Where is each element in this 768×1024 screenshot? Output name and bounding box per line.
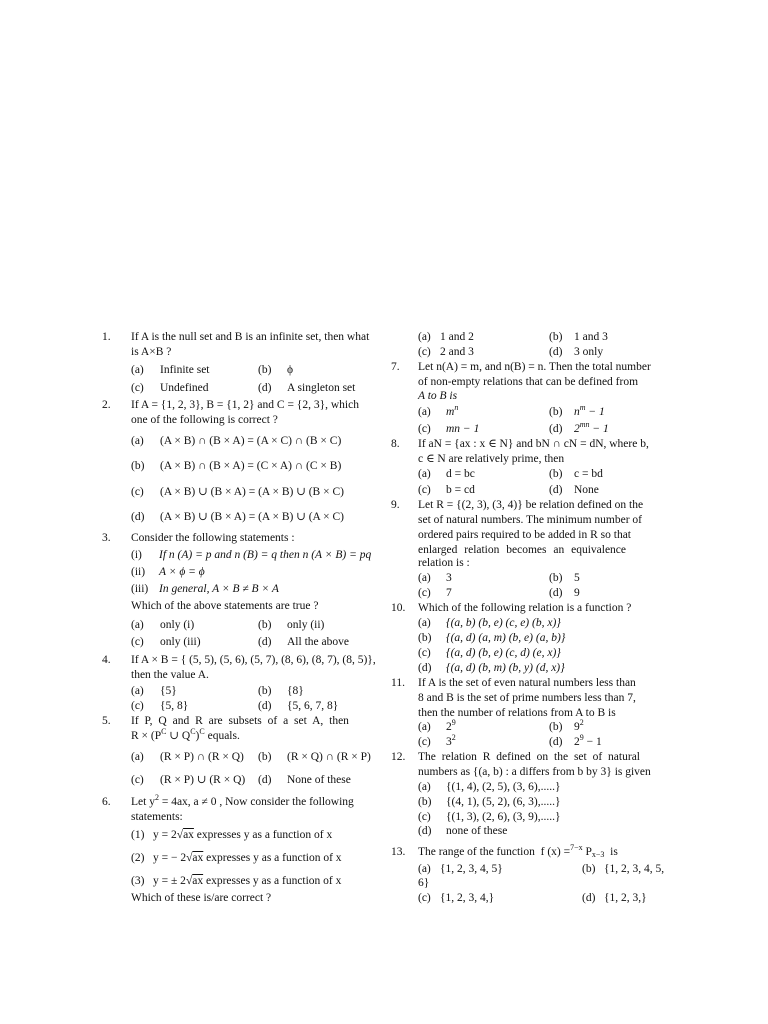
- q7-option-b: $n^m - 1$: [574, 403, 605, 418]
- q6-statement-2: y = − 2√ax expresses y as a function of x: [153, 852, 342, 864]
- q4-stem-line2: then the value A.: [131, 669, 209, 681]
- q6-option-d-label: (d): [549, 346, 563, 358]
- q2-option-c: (A × B) ∪ (B × A) = (A × B) ∪ (B × C): [160, 486, 344, 498]
- q7-option-a-label: (a): [418, 406, 431, 418]
- q3-number: 3.: [102, 532, 111, 544]
- q10-number: 10.: [391, 602, 406, 614]
- q11-option-c: $3^2$: [446, 733, 456, 748]
- q1-option-d-label: (d): [258, 382, 272, 394]
- q3-option-b-label: (b): [258, 619, 272, 631]
- q11-option-c-label: (c): [418, 736, 431, 748]
- q6-statement-2-label: (2): [131, 852, 145, 864]
- q12-option-c-label: (c): [418, 811, 431, 823]
- q10-option-b: {(a, d) (a, m) (b, e) (a, b)}: [446, 632, 566, 644]
- q12-number: 12.: [391, 751, 406, 763]
- q2-option-d: (A × B) ∪ (B × A) = (A × B) ∪ (A × C): [160, 511, 344, 523]
- q6-statement-3: y = ± 2√ax expresses y as a function of x: [153, 875, 342, 887]
- q3-statement-1-label: (i): [131, 549, 142, 561]
- q13-option-a-label: (a): [418, 863, 431, 875]
- q3-question: Which of the above statements are true ?: [131, 600, 319, 612]
- q12-option-b: {(4, 1), (5, 2), (6, 3),.....}: [446, 796, 561, 808]
- q2-option-b-label: (b): [131, 460, 145, 472]
- q6-statement-1-label: (1): [131, 829, 145, 841]
- q3-stem: Consider the following statements :: [131, 532, 295, 544]
- q5-stem-line1: If P, Q and R are subsets of a set A, then: [131, 715, 349, 727]
- q6-option-d: 3 only: [574, 346, 604, 358]
- q13-option-a: {1, 2, 3, 4, 5}: [440, 863, 503, 875]
- q12-option-a: {(1, 4), (2, 5), (3, 6),.....}: [446, 781, 561, 793]
- q13-option-b-label: (b): [582, 863, 596, 875]
- q12-option-d-label: (d): [418, 825, 432, 837]
- q4-option-c: {5, 8}: [160, 700, 189, 712]
- q10-option-c: {(a, d) (b, e) (c, d) (e, x)}: [446, 647, 561, 659]
- q11-option-a: $2^9$: [446, 718, 456, 733]
- q9-option-b-label: (b): [549, 572, 563, 584]
- q7-option-b-label: (b): [549, 406, 563, 418]
- q1-option-a-label: (a): [131, 364, 144, 376]
- q7-stem-line1: Let n(A) = m, and n(B) = n. Then the total number: [418, 361, 651, 373]
- q8-option-b-label: (b): [549, 468, 563, 480]
- q8-number: 8.: [391, 438, 400, 450]
- q8-option-c-label: (c): [418, 484, 431, 496]
- q1-option-d: A singleton set: [287, 382, 356, 394]
- q2-stem-line1: If A = {1, 2, 3}, B = {1, 2} and C = {2, 3}, which: [131, 399, 359, 411]
- q12-option-c: {(1, 3), (2, 6), (3, 9),.....}: [446, 811, 561, 823]
- q6-option-c: 2 and 3: [440, 346, 474, 358]
- q1-option-c-label: (c): [131, 382, 144, 394]
- q9-option-d: 9: [574, 587, 580, 599]
- q9-option-b: 5: [574, 572, 580, 584]
- q8-option-a-label: (a): [418, 468, 431, 480]
- q5-stem-line2: $R \times (P^C$ ∪ $Q^C)^C$ equals.: [131, 727, 240, 742]
- q5-option-c: (R × P) ∪ (R × Q): [160, 774, 246, 786]
- q13-option-b-continued: 6}: [418, 877, 430, 889]
- q10-option-a: {(a, b) (b, e) (c, e) (b, x)}: [446, 617, 561, 629]
- q5-option-c-label: (c): [131, 774, 144, 786]
- q7-number: 7.: [391, 361, 400, 373]
- q9-option-c-label: (c): [418, 587, 431, 599]
- q13-number: 13.: [391, 846, 406, 858]
- sqrt-symbol-icon: √: [176, 829, 184, 841]
- q2-option-a: (A × B) ∩ (B × A) = (A × C) ∩ (B × C): [160, 435, 342, 447]
- q2-option-b: (A × B) ∩ (B × A) = (C × A) ∩ (C × B): [160, 460, 342, 472]
- q10-option-c-label: (c): [418, 647, 431, 659]
- q13-option-c: {1, 2, 3, 4,}: [440, 892, 495, 904]
- q6-option-b: 1 and 3: [574, 331, 608, 343]
- q5-option-d: None of these: [287, 774, 351, 786]
- q4-number: 4.: [102, 654, 111, 666]
- q2-option-a-label: (a): [131, 435, 144, 447]
- q10-option-d: {(a, d) (b, m) (b, y) (d, x)}: [446, 662, 565, 674]
- q4-option-b: {8}: [287, 685, 304, 697]
- q7-option-a: $m^n$: [446, 403, 459, 418]
- q6-stem-line1: Let $y^2 = 4ax$, a ≠ 0 , Now consider the following: [131, 793, 354, 808]
- q11-option-b-label: (b): [549, 721, 563, 733]
- q8-option-d-label: (d): [549, 484, 563, 496]
- q5-option-a-label: (a): [131, 751, 144, 763]
- q12-option-b-label: (b): [418, 796, 432, 808]
- q13-option-d-label: (d): [582, 892, 596, 904]
- q10-option-a-label: (a): [418, 617, 431, 629]
- q10-option-d-label: (d): [418, 662, 432, 674]
- q3-option-c: only (iii): [160, 636, 201, 648]
- q2-stem-line2: one of the following is correct ?: [131, 414, 278, 426]
- q7-option-d-label: (d): [549, 423, 563, 435]
- q4-option-d: {5, 6, 7, 8}: [287, 700, 339, 712]
- q3-statement-3: In general, A × B ≠ B × A: [159, 583, 279, 595]
- q13-option-b: {1, 2, 3, 4, 5,: [604, 863, 665, 875]
- q3-option-a-label: (a): [131, 619, 144, 631]
- q8-stem-line1: If aN = {ax : x ∈ N} and bN ∩ cN = dN, where b,: [418, 438, 649, 450]
- q4-option-d-label: (d): [258, 700, 272, 712]
- q6-option-a-label: (a): [418, 331, 431, 343]
- q6-option-b-label: (b): [549, 331, 563, 343]
- q4-stem-line1: If A × B = { (5, 5), (5, 6), (5, 7), (8, 6), (8, 7), (8, 5)},: [131, 654, 376, 666]
- q7-option-c: mn − 1: [446, 423, 480, 435]
- q8-option-d: None: [574, 484, 599, 496]
- q10-stem: Which of the following relation is a function ?: [418, 602, 632, 614]
- q6-option-a: 1 and 2: [440, 331, 474, 343]
- q3-option-c-label: (c): [131, 636, 144, 648]
- q4-option-a: {5}: [160, 685, 177, 697]
- q5-option-b-label: (b): [258, 751, 272, 763]
- q8-option-a: d = bc: [446, 468, 475, 480]
- q9-stem-line2: set of natural numbers. The minimum number of: [418, 514, 642, 526]
- q2-number: 2.: [102, 399, 111, 411]
- q2-option-c-label: (c): [131, 486, 144, 498]
- q12-stem-line1: The relation R defined on the set of natural: [418, 751, 640, 763]
- q1-option-b: ϕ: [287, 364, 294, 376]
- q12-option-d: none of these: [446, 825, 508, 837]
- q3-statement-2: A × ϕ = ϕ: [159, 566, 205, 578]
- q7-stem-line3: A to B is: [418, 390, 458, 402]
- q11-option-b: $9^2$: [574, 718, 584, 733]
- q13-stem: The range of the function f (x) =$^{7-x}$ $P_{x-3}$ is: [418, 843, 618, 859]
- q11-stem-line2: 8 and B is the set of prime numbers less than 7,: [418, 692, 636, 704]
- q13-option-d: {1, 2, 3,}: [604, 892, 647, 904]
- q3-statement-3-label: (iii): [131, 583, 149, 595]
- q5-option-d-label: (d): [258, 774, 272, 786]
- q11-stem-line1: If A is the set of even natural numbers less than: [418, 677, 636, 689]
- q6-number: 6.: [102, 796, 111, 808]
- q6-option-c-label: (c): [418, 346, 431, 358]
- q3-option-a: only (i): [160, 619, 195, 631]
- q9-number: 9.: [391, 499, 400, 511]
- q5-option-a: (R × P) ∩ (R × Q): [160, 751, 244, 763]
- sqrt-symbol-icon: √: [186, 852, 193, 864]
- q11-option-d: $2^9 - 1$: [574, 733, 602, 748]
- q9-option-d-label: (d): [549, 587, 563, 599]
- q9-option-a-label: (a): [418, 572, 431, 584]
- q9-stem-line5: relation is :: [418, 557, 470, 569]
- q13-option-c-label: (c): [418, 892, 431, 904]
- q8-option-b: c = bd: [574, 468, 603, 480]
- q9-stem-line3: ordered pairs required to be added in R so that: [418, 529, 632, 541]
- q10-option-b-label: (b): [418, 632, 432, 644]
- q11-option-a-label: (a): [418, 721, 431, 733]
- q9-stem-line1: Let R = {(2, 3), (3, 4)} be relation defined on the: [418, 499, 644, 511]
- q8-option-c: b = cd: [446, 484, 475, 496]
- q5-option-b: (R × Q) ∩ (R × P): [287, 751, 371, 763]
- q7-stem-line2: of non-empty relations that can be defined from: [418, 376, 639, 388]
- q11-option-d-label: (d): [549, 736, 563, 748]
- q1-stem-line1: If A is the null set and B is an infinite set, then what: [131, 331, 370, 343]
- q3-option-b: only (ii): [287, 619, 325, 631]
- q1-option-a: Infinite set: [160, 364, 210, 376]
- q1-option-b-label: (b): [258, 364, 272, 376]
- q7-option-d: $2^{mn} - 1$: [574, 420, 609, 435]
- q3-statement-2-label: (ii): [131, 566, 146, 578]
- q5-number: 5.: [102, 715, 111, 727]
- q3-option-d: All the above: [287, 636, 349, 648]
- q4-option-c-label: (c): [131, 700, 144, 712]
- q11-number: 11.: [391, 677, 405, 689]
- sqrt-symbol-icon: √: [185, 875, 193, 887]
- q6-statement-3-label: (3): [131, 875, 145, 887]
- q2-option-d-label: (d): [131, 511, 145, 523]
- q3-option-d-label: (d): [258, 636, 272, 648]
- q6-stem-line2: statements:: [131, 811, 183, 823]
- q4-option-b-label: (b): [258, 685, 272, 697]
- q3-statement-1: If n (A) = p and n (B) = q then n (A × B) = pq: [159, 549, 372, 561]
- q6-statement-1: y = 2√ax expresses y as a function of x: [153, 829, 333, 841]
- q4-option-a-label: (a): [131, 685, 144, 697]
- q12-option-a-label: (a): [418, 781, 431, 793]
- q9-option-c: 7: [446, 587, 452, 599]
- q1-number: 1.: [102, 331, 111, 343]
- q9-option-a: 3: [446, 572, 452, 584]
- q9-stem-line4: enlarged relation becomes an equivalence: [418, 544, 627, 556]
- q7-option-c-label: (c): [418, 423, 431, 435]
- q1-option-c: Undefined: [160, 382, 209, 394]
- q12-stem-line2: numbers as {(a, b) : a differs from b by 3} is given: [418, 766, 651, 778]
- q11-stem-line3: then the number of relations from A to B is: [418, 707, 616, 719]
- q1-stem-line2: is A×B ?: [131, 346, 172, 358]
- q8-stem-line2: c ∈ N are relatively prime, then: [418, 453, 565, 465]
- q6-question: Which of these is/are correct ?: [131, 892, 272, 904]
